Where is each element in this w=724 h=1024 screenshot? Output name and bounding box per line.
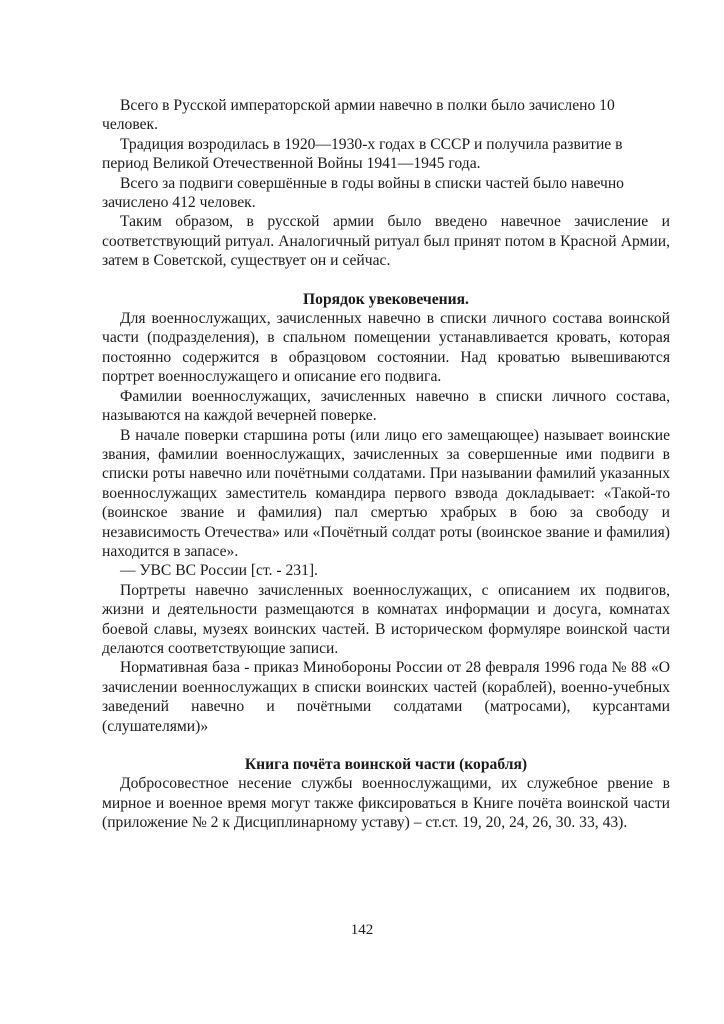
paragraph: В начале поверки старшина роты (или лицо его замещающее) называет воинские звания, фамилии военнослужащих, зачисленных за совершенные ими подвиги в списки роты навечно или почётными солдатами. При назывании фамилий указанных военнослужащих заместитель командира первого взвода докладывает: «Такой-то (воинское звание и фамилия) пал смертью храбрых в бою за свободу и независимость Отечества» или «Почётный солдат роты (воинское звание и фамилия) находится в запасе». [102, 426, 670, 560]
paragraph: Таким образом, в русской армии было введено навечное зачисление и соответствующий ритуал. Аналогичный ритуал был принят потом в Красной Армии, затем в Советской, существует он и сейчас. [102, 213, 670, 270]
paragraph: Всего за подвиги совершённые в годы войны в списки частей было навечно зачислено 412 человек. [102, 174, 624, 212]
paragraph: Фамилии военнослужащих, зачисленных навечно в списки личного состава, называются на каждой вечерней поверке. [102, 387, 670, 425]
intro-section [102, 96, 670, 271]
paragraph: Нормативная база - приказ Минобороны России от 28 февраля 1996 года № 88 «О зачислении военнослужащих в списки воинских частей (кораблей), военно-учебных заведений навечно и почётными солдатами (матросами), курсантами (слушателями)» [102, 659, 670, 735]
commemoration-section [102, 309, 670, 736]
page-number: 142 [350, 922, 374, 938]
honor-book-section [102, 774, 670, 832]
paragraph: Всего в Русской императорской армии навечно в полки было зачислено 10 человек. [102, 97, 615, 134]
section-heading-honor-book: Книга почёта воинской части (корабля) [244, 756, 528, 773]
paragraph: Добросовестное несение службы военнослужащими, их служебное рвение в мирное и военное время могут также фиксироваться в Книге почёта воинской части (приложение № 2 к Дисциплинарному уставу) – ст.ст. 19, 20, 24, 26, 30. 33, 43). [102, 775, 670, 832]
paragraph: Портреты навечно зачисленных военнослужащих, с описанием их подвигов, жизни и деятельности размещаются в комнатах информации и досуга, комнатах боевой славы, музеях воинских частей. В историческом формуляре воинской части делаются соответствующие записи. [102, 581, 670, 657]
section-heading-commemoration: Порядок увековечения. [303, 290, 469, 308]
paragraph: Традиция возродилась в 1920—1930-х годах в СССР и получила развитие в период Великой Отечественной Войны 1941—1945 года. [102, 135, 623, 173]
paragraph: Для военнослужащих, зачисленных навечно в списки личного состава воинской части (подразделения), в спальном помещении устанавливается кровать, которая постоянно содержится в образцовом состоянии. Над кроватью вывешиваются портрет военнослужащего и описание его подвига. [102, 310, 670, 386]
paragraph: — УВС ВС России [ст. - 231]. [120, 562, 318, 580]
document-page [102, 96, 670, 833]
